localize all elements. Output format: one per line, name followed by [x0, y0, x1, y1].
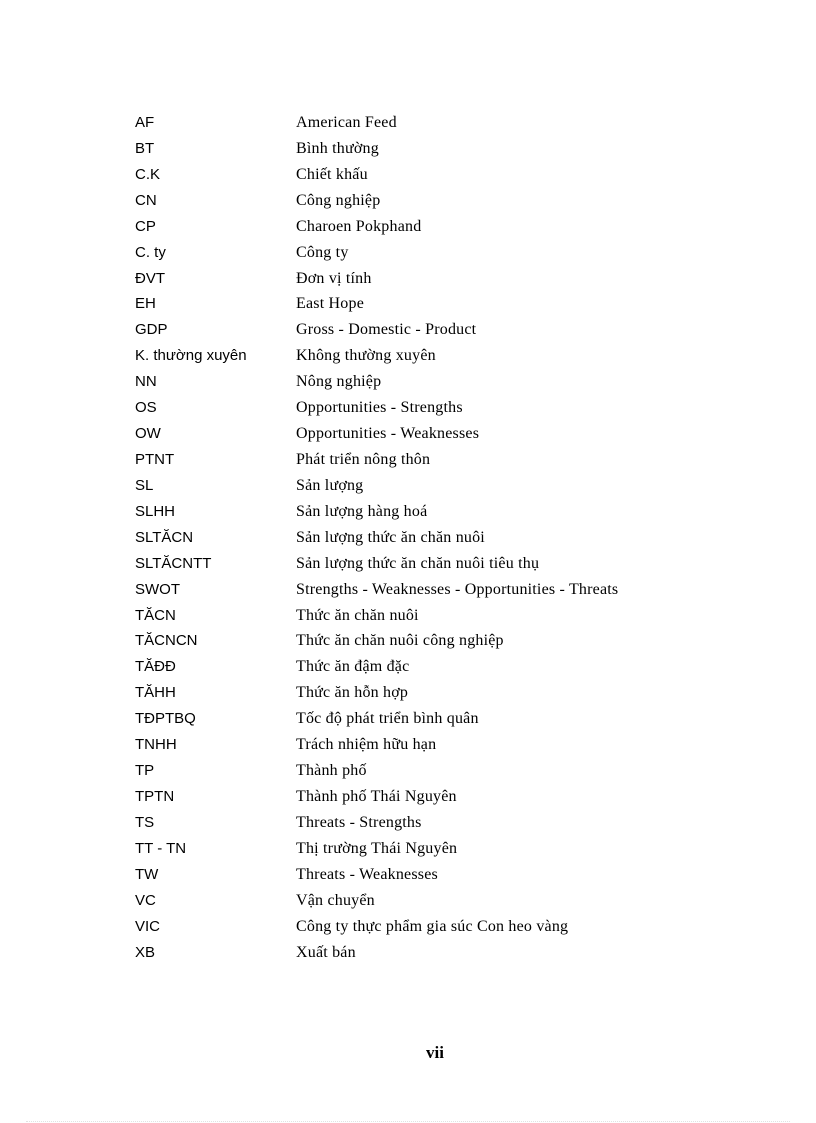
- abbreviation-term: XB: [135, 943, 156, 961]
- abbreviation-term: TĂHH: [135, 684, 176, 702]
- abbreviation-meaning: Không thường xuyên: [296, 347, 436, 365]
- abbreviation-meaning: Nông nghiệp: [296, 373, 382, 391]
- abbreviation-meaning: Thức ăn đậm đặc: [296, 658, 410, 676]
- abbreviation-row: [135, 709, 735, 735]
- abbreviation-row: [135, 476, 735, 502]
- abbreviation-row: [135, 346, 735, 372]
- abbreviation-row: [135, 761, 735, 787]
- abbreviation-meaning: Threats - Strengths: [296, 813, 422, 831]
- abbreviation-term: BT: [135, 139, 155, 157]
- abbreviation-row: [135, 580, 735, 606]
- abbreviation-term: OW: [135, 425, 161, 443]
- abbreviation-row: [135, 165, 735, 191]
- abbreviation-meaning: Đơn vị tính: [296, 269, 372, 287]
- abbreviation-term: VIC: [135, 917, 161, 935]
- page-number: vii: [426, 1043, 444, 1062]
- abbreviation-term: TT - TN: [135, 839, 187, 857]
- abbreviation-term: PTNT: [135, 450, 175, 468]
- abbreviation-meaning: Bình thường: [296, 139, 379, 157]
- abbreviation-row: [135, 269, 735, 295]
- abbreviation-meaning: Thức ăn chăn nuôi công nghiệp: [296, 632, 504, 650]
- abbreviation-row: [135, 502, 735, 528]
- abbreviation-row: [135, 243, 735, 269]
- abbreviation-meaning: Trách nhiệm hữu hạn: [296, 736, 437, 754]
- abbreviation-term: SWOT: [135, 580, 180, 598]
- abbreviation-meaning: Thành phố Thái Nguyên: [296, 787, 457, 805]
- abbreviation-term: SLHH: [135, 502, 176, 520]
- abbreviation-term: TĂCN: [135, 606, 176, 624]
- abbreviation-meaning: Sản lượng: [296, 476, 364, 494]
- abbreviation-term: TĂCNCN: [135, 632, 198, 650]
- abbreviation-row: [135, 398, 735, 424]
- abbreviation-term: ĐVT: [135, 269, 165, 287]
- abbreviation-term: TW: [135, 865, 159, 883]
- abbreviation-row: [135, 528, 735, 554]
- abbreviation-row: [135, 113, 735, 139]
- abbreviation-meaning: Công ty thực phẩm gia súc Con heo vàng: [296, 917, 569, 935]
- abbreviation-meaning: Opportunities - Weaknesses: [296, 425, 480, 443]
- abbreviation-row: [135, 943, 735, 969]
- abbreviation-meaning: Xuất bán: [296, 943, 356, 961]
- abbreviation-term: GDP: [135, 321, 168, 339]
- abbreviation-meaning: Công ty: [296, 243, 349, 261]
- abbreviation-meaning: East Hope: [296, 295, 365, 313]
- abbreviation-term: NN: [135, 373, 157, 391]
- abbreviation-row: [135, 839, 735, 865]
- abbreviation-meaning: Threats - Weaknesses: [296, 865, 438, 883]
- abbreviation-meaning: Công nghiệp: [296, 191, 381, 209]
- abbreviation-term: CN: [135, 191, 157, 209]
- abbreviation-row: [135, 787, 735, 813]
- abbreviation-meaning: Phát triển nông thôn: [296, 450, 431, 468]
- abbreviation-term: C. ty: [135, 243, 166, 261]
- abbreviation-row: [135, 450, 735, 476]
- abbreviation-term: TP: [135, 762, 155, 780]
- abbreviation-meaning: Thức ăn chăn nuôi: [296, 606, 419, 624]
- abbreviation-meaning: Opportunities - Strengths: [296, 399, 463, 417]
- abbreviation-row: [135, 735, 735, 761]
- abbreviation-meaning: Sản lượng hàng hoá: [296, 502, 428, 520]
- abbreviation-row: [135, 865, 735, 891]
- abbreviation-row: [135, 683, 735, 709]
- abbreviation-meaning: Strengths - Weaknesses - Opportunities - Threats: [296, 580, 619, 598]
- abbreviation-term: VC: [135, 891, 156, 909]
- abbreviation-term: SLTĂCN: [135, 528, 194, 546]
- abbreviation-meaning: Charoen Pokphand: [296, 217, 422, 235]
- abbreviation-term: K. thường xuyên: [135, 347, 247, 365]
- abbreviation-meaning: Thành phố: [296, 762, 367, 780]
- abbreviation-row: [135, 372, 735, 398]
- abbreviation-meaning: Gross - Domestic - Product: [296, 321, 477, 339]
- abbreviation-meaning: Thức ăn hỗn hợp: [296, 684, 409, 702]
- abbreviation-row: [135, 424, 735, 450]
- abbreviation-row: [135, 657, 735, 683]
- abbreviation-row: [135, 554, 735, 580]
- abbreviation-row: [135, 217, 735, 243]
- abbreviation-meaning: Sản lượng thức ăn chăn nuôi tiêu thụ: [296, 554, 540, 572]
- abbreviation-row: [135, 917, 735, 943]
- abbreviation-meaning: Tốc độ phát triển bình quân: [296, 710, 479, 728]
- abbreviation-row: [135, 320, 735, 346]
- abbreviation-meaning: Sản lượng thức ăn chăn nuôi: [296, 528, 485, 546]
- abbreviation-term: TĐPTBQ: [135, 710, 196, 728]
- abbreviation-term: TPTN: [135, 787, 175, 805]
- abbreviation-term: SLTĂCNTT: [135, 554, 212, 572]
- abbreviation-term: AF: [135, 114, 155, 131]
- abbreviation-meaning: Chiết khấu: [296, 165, 368, 183]
- abbreviation-term: CP: [135, 217, 156, 235]
- abbreviation-row: [135, 294, 735, 320]
- abbreviation-row: [135, 191, 735, 217]
- abbreviation-row: [135, 139, 735, 165]
- abbreviation-list: [135, 113, 735, 968]
- abbreviation-term: TĂĐĐ: [135, 658, 176, 676]
- page-bottom-divider: [26, 1121, 790, 1122]
- abbreviation-row: [135, 631, 735, 657]
- abbreviation-meaning: Thị trường Thái Nguyên: [296, 839, 458, 857]
- abbreviation-term: EH: [135, 295, 156, 313]
- abbreviation-term: SL: [135, 476, 154, 494]
- abbreviation-term: OS: [135, 399, 157, 417]
- abbreviation-term: TS: [135, 813, 155, 831]
- abbreviation-meaning: American Feed: [296, 114, 397, 131]
- abbreviation-row: [135, 891, 735, 917]
- abbreviation-meaning: Vận chuyển: [296, 891, 375, 909]
- abbreviation-row: [135, 813, 735, 839]
- abbreviation-term: TNHH: [135, 736, 177, 754]
- abbreviation-term: C.K: [135, 165, 161, 183]
- abbreviation-row: [135, 606, 735, 632]
